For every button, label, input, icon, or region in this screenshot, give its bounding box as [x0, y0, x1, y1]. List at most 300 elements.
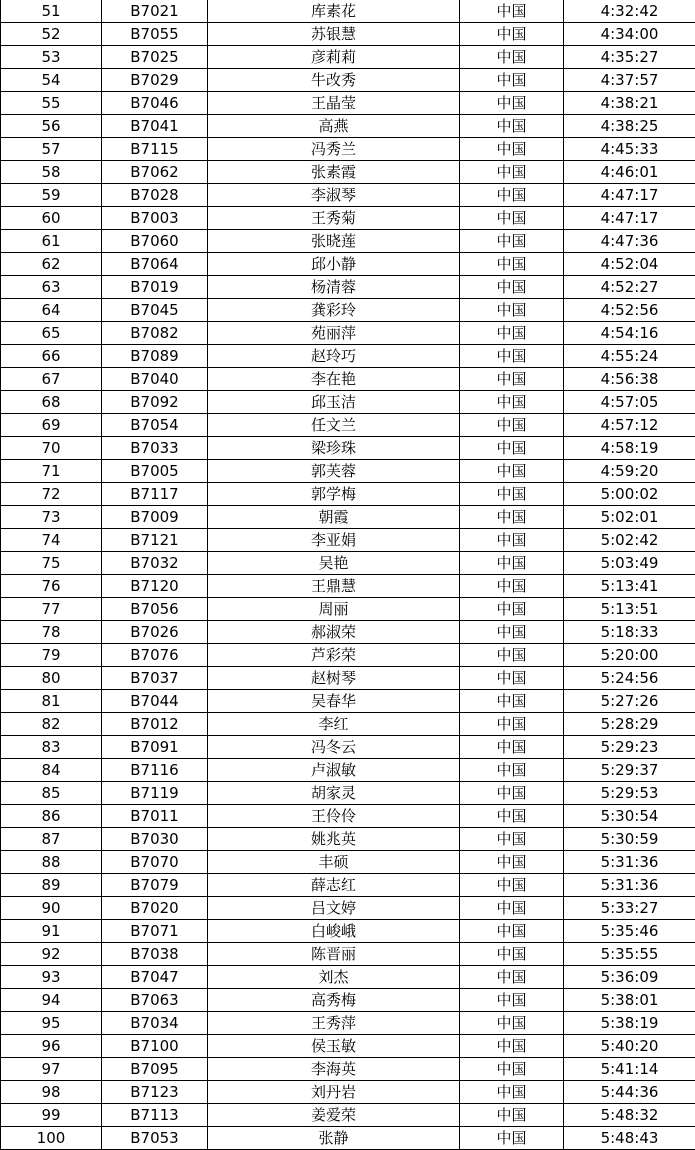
name-cell: 王秀萍	[208, 1012, 460, 1035]
time-cell: 4:54:16	[564, 322, 695, 345]
name-cell: 丰硕	[208, 851, 460, 874]
name-cell: 苑丽萍	[208, 322, 460, 345]
rank-cell: 56	[1, 115, 102, 138]
time-cell: 5:13:51	[564, 598, 695, 621]
time-cell: 5:35:55	[564, 943, 695, 966]
time-cell: 5:20:00	[564, 644, 695, 667]
name-cell: 姜爱荣	[208, 1104, 460, 1127]
country-cell: 中国	[460, 782, 564, 805]
bib-cell: B7116	[102, 759, 208, 782]
bib-cell: B7054	[102, 414, 208, 437]
table-row	[1, 1104, 695, 1127]
time-cell: 4:34:00	[564, 23, 695, 46]
bib-cell: B7120	[102, 575, 208, 598]
bib-cell: B7062	[102, 161, 208, 184]
country-cell: 中国	[460, 1058, 564, 1081]
name-cell: 任文兰	[208, 414, 460, 437]
country-cell: 中国	[460, 0, 564, 23]
table-row	[1, 851, 695, 874]
country-cell: 中国	[460, 759, 564, 782]
name-cell: 郭芙蓉	[208, 460, 460, 483]
rank-cell: 74	[1, 529, 102, 552]
time-cell: 5:30:54	[564, 805, 695, 828]
bib-cell: B7009	[102, 506, 208, 529]
time-cell: 4:52:56	[564, 299, 695, 322]
table-row	[1, 46, 695, 69]
country-cell: 中国	[460, 966, 564, 989]
name-cell: 姚兆英	[208, 828, 460, 851]
bib-cell: B7091	[102, 736, 208, 759]
time-cell: 5:24:56	[564, 667, 695, 690]
country-cell: 中国	[460, 506, 564, 529]
rank-cell: 61	[1, 230, 102, 253]
table-row	[1, 736, 695, 759]
name-cell: 邱小静	[208, 253, 460, 276]
time-cell: 4:55:24	[564, 345, 695, 368]
country-cell: 中国	[460, 1035, 564, 1058]
country-cell: 中国	[460, 161, 564, 184]
bib-cell: B7026	[102, 621, 208, 644]
table-row	[1, 483, 695, 506]
table-row	[1, 575, 695, 598]
bib-cell: B7029	[102, 69, 208, 92]
country-cell: 中国	[460, 529, 564, 552]
time-cell: 4:35:27	[564, 46, 695, 69]
table-row	[1, 253, 695, 276]
rank-cell: 67	[1, 368, 102, 391]
time-cell: 5:31:36	[564, 851, 695, 874]
time-cell: 5:38:01	[564, 989, 695, 1012]
country-cell: 中国	[460, 230, 564, 253]
time-cell: 4:47:36	[564, 230, 695, 253]
name-cell: 邱玉洁	[208, 391, 460, 414]
country-cell: 中国	[460, 460, 564, 483]
time-cell: 5:02:42	[564, 529, 695, 552]
country-cell: 中国	[460, 1104, 564, 1127]
time-cell: 5:29:37	[564, 759, 695, 782]
country-cell: 中国	[460, 391, 564, 414]
bib-cell: B7113	[102, 1104, 208, 1127]
country-cell: 中国	[460, 598, 564, 621]
rank-cell: 92	[1, 943, 102, 966]
bib-cell: B7041	[102, 115, 208, 138]
time-cell: 5:41:14	[564, 1058, 695, 1081]
name-cell: 库素花	[208, 0, 460, 23]
bib-cell: B7121	[102, 529, 208, 552]
table-row	[1, 23, 695, 46]
name-cell: 李红	[208, 713, 460, 736]
bib-cell: B7040	[102, 368, 208, 391]
table-row	[1, 299, 695, 322]
country-cell: 中国	[460, 667, 564, 690]
results-table-body	[1, 0, 695, 1150]
rank-cell: 93	[1, 966, 102, 989]
rank-cell: 77	[1, 598, 102, 621]
time-cell: 4:37:57	[564, 69, 695, 92]
bib-cell: B7070	[102, 851, 208, 874]
rank-cell: 62	[1, 253, 102, 276]
country-cell: 中国	[460, 1081, 564, 1104]
rank-cell: 96	[1, 1035, 102, 1058]
time-cell: 5:31:36	[564, 874, 695, 897]
time-cell: 5:48:43	[564, 1127, 695, 1150]
name-cell: 陈晋丽	[208, 943, 460, 966]
country-cell: 中国	[460, 299, 564, 322]
time-cell: 5:38:19	[564, 1012, 695, 1035]
rank-cell: 99	[1, 1104, 102, 1127]
bib-cell: B7095	[102, 1058, 208, 1081]
time-cell: 5:36:09	[564, 966, 695, 989]
country-cell: 中国	[460, 1127, 564, 1150]
country-cell: 中国	[460, 920, 564, 943]
rank-cell: 70	[1, 437, 102, 460]
table-row	[1, 598, 695, 621]
time-cell: 5:18:33	[564, 621, 695, 644]
rank-cell: 84	[1, 759, 102, 782]
bib-cell: B7034	[102, 1012, 208, 1035]
bib-cell: B7079	[102, 874, 208, 897]
name-cell: 高秀梅	[208, 989, 460, 1012]
rank-cell: 83	[1, 736, 102, 759]
time-cell: 4:57:12	[564, 414, 695, 437]
bib-cell: B7092	[102, 391, 208, 414]
rank-cell: 98	[1, 1081, 102, 1104]
rank-cell: 52	[1, 23, 102, 46]
time-cell: 5:03:49	[564, 552, 695, 575]
rank-cell: 79	[1, 644, 102, 667]
rank-cell: 66	[1, 345, 102, 368]
table-row	[1, 690, 695, 713]
country-cell: 中国	[460, 322, 564, 345]
table-row	[1, 1012, 695, 1035]
rank-cell: 54	[1, 69, 102, 92]
name-cell: 李在艳	[208, 368, 460, 391]
table-row	[1, 897, 695, 920]
time-cell: 5:40:20	[564, 1035, 695, 1058]
bib-cell: B7063	[102, 989, 208, 1012]
table-row	[1, 161, 695, 184]
bib-cell: B7044	[102, 690, 208, 713]
time-cell: 5:44:36	[564, 1081, 695, 1104]
table-row	[1, 621, 695, 644]
name-cell: 张晓莲	[208, 230, 460, 253]
country-cell: 中国	[460, 92, 564, 115]
name-cell: 李淑琴	[208, 184, 460, 207]
bib-cell: B7053	[102, 1127, 208, 1150]
country-cell: 中国	[460, 690, 564, 713]
name-cell: 郭学梅	[208, 483, 460, 506]
time-cell: 5:30:59	[564, 828, 695, 851]
name-cell: 周丽	[208, 598, 460, 621]
table-row	[1, 805, 695, 828]
name-cell: 吴艳	[208, 552, 460, 575]
name-cell: 白峻峨	[208, 920, 460, 943]
rank-cell: 87	[1, 828, 102, 851]
table-row	[1, 874, 695, 897]
table-row	[1, 69, 695, 92]
name-cell: 侯玉敏	[208, 1035, 460, 1058]
name-cell: 吴春华	[208, 690, 460, 713]
name-cell: 王伶伶	[208, 805, 460, 828]
bib-cell: B7117	[102, 483, 208, 506]
table-row	[1, 506, 695, 529]
country-cell: 中国	[460, 46, 564, 69]
name-cell: 吕文婷	[208, 897, 460, 920]
rank-cell: 100	[1, 1127, 102, 1150]
table-row	[1, 414, 695, 437]
rank-cell: 81	[1, 690, 102, 713]
table-row	[1, 460, 695, 483]
name-cell: 高燕	[208, 115, 460, 138]
name-cell: 卢淑敏	[208, 759, 460, 782]
table-row	[1, 828, 695, 851]
bib-cell: B7020	[102, 897, 208, 920]
country-cell: 中国	[460, 115, 564, 138]
country-cell: 中国	[460, 23, 564, 46]
name-cell: 王晶莹	[208, 92, 460, 115]
country-cell: 中国	[460, 943, 564, 966]
table-row	[1, 1058, 695, 1081]
time-cell: 4:58:19	[564, 437, 695, 460]
bib-cell: B7119	[102, 782, 208, 805]
bib-cell: B7021	[102, 0, 208, 23]
table-row	[1, 1081, 695, 1104]
time-cell: 4:38:25	[564, 115, 695, 138]
table-row	[1, 1035, 695, 1058]
table-row	[1, 92, 695, 115]
bib-cell: B7056	[102, 598, 208, 621]
bib-cell: B7033	[102, 437, 208, 460]
table-row	[1, 230, 695, 253]
country-cell: 中国	[460, 736, 564, 759]
rank-cell: 55	[1, 92, 102, 115]
rank-cell: 64	[1, 299, 102, 322]
bib-cell: B7060	[102, 230, 208, 253]
table-row	[1, 0, 695, 23]
name-cell: 赵玲巧	[208, 345, 460, 368]
rank-cell: 65	[1, 322, 102, 345]
rank-cell: 71	[1, 460, 102, 483]
country-cell: 中国	[460, 805, 564, 828]
rank-cell: 89	[1, 874, 102, 897]
country-cell: 中国	[460, 483, 564, 506]
country-cell: 中国	[460, 989, 564, 1012]
bib-cell: B7089	[102, 345, 208, 368]
bib-cell: B7123	[102, 1081, 208, 1104]
table-row	[1, 759, 695, 782]
time-cell: 5:00:02	[564, 483, 695, 506]
time-cell: 5:28:29	[564, 713, 695, 736]
bib-cell: B7038	[102, 943, 208, 966]
table-row	[1, 115, 695, 138]
country-cell: 中国	[460, 575, 564, 598]
time-cell: 5:48:32	[564, 1104, 695, 1127]
time-cell: 4:32:42	[564, 0, 695, 23]
bib-cell: B7047	[102, 966, 208, 989]
table-row	[1, 920, 695, 943]
table-row	[1, 391, 695, 414]
name-cell: 刘丹岩	[208, 1081, 460, 1104]
country-cell: 中国	[460, 138, 564, 161]
table-row	[1, 943, 695, 966]
time-cell: 4:56:38	[564, 368, 695, 391]
name-cell: 张素霞	[208, 161, 460, 184]
rank-cell: 69	[1, 414, 102, 437]
name-cell: 张静	[208, 1127, 460, 1150]
table-row	[1, 138, 695, 161]
rank-cell: 86	[1, 805, 102, 828]
rank-cell: 57	[1, 138, 102, 161]
bib-cell: B7032	[102, 552, 208, 575]
time-cell: 4:47:17	[564, 207, 695, 230]
rank-cell: 63	[1, 276, 102, 299]
rank-cell: 51	[1, 0, 102, 23]
table-row	[1, 644, 695, 667]
time-cell: 4:52:27	[564, 276, 695, 299]
rank-cell: 90	[1, 897, 102, 920]
rank-cell: 78	[1, 621, 102, 644]
country-cell: 中国	[460, 368, 564, 391]
rank-cell: 72	[1, 483, 102, 506]
table-row	[1, 345, 695, 368]
table-row	[1, 667, 695, 690]
bib-cell: B7046	[102, 92, 208, 115]
rank-cell: 82	[1, 713, 102, 736]
bib-cell: B7028	[102, 184, 208, 207]
country-cell: 中国	[460, 184, 564, 207]
rank-cell: 68	[1, 391, 102, 414]
rank-cell: 76	[1, 575, 102, 598]
rank-cell: 80	[1, 667, 102, 690]
rank-cell: 94	[1, 989, 102, 1012]
rank-cell: 60	[1, 207, 102, 230]
rank-cell: 88	[1, 851, 102, 874]
name-cell: 朝霞	[208, 506, 460, 529]
name-cell: 李海英	[208, 1058, 460, 1081]
table-row	[1, 966, 695, 989]
rank-cell: 53	[1, 46, 102, 69]
name-cell: 杨清蓉	[208, 276, 460, 299]
name-cell: 彦莉莉	[208, 46, 460, 69]
name-cell: 薛志红	[208, 874, 460, 897]
bib-cell: B7076	[102, 644, 208, 667]
bib-cell: B7037	[102, 667, 208, 690]
rank-cell: 97	[1, 1058, 102, 1081]
country-cell: 中国	[460, 552, 564, 575]
table-row	[1, 529, 695, 552]
rank-cell: 85	[1, 782, 102, 805]
country-cell: 中国	[460, 897, 564, 920]
table-row	[1, 989, 695, 1012]
bib-cell: B7100	[102, 1035, 208, 1058]
country-cell: 中国	[460, 713, 564, 736]
country-cell: 中国	[460, 851, 564, 874]
bib-cell: B7011	[102, 805, 208, 828]
country-cell: 中国	[460, 253, 564, 276]
name-cell: 龚彩玲	[208, 299, 460, 322]
time-cell: 4:47:17	[564, 184, 695, 207]
rank-cell: 59	[1, 184, 102, 207]
name-cell: 王秀菊	[208, 207, 460, 230]
time-cell: 4:59:20	[564, 460, 695, 483]
country-cell: 中国	[460, 345, 564, 368]
bib-cell: B7045	[102, 299, 208, 322]
bib-cell: B7064	[102, 253, 208, 276]
time-cell: 4:57:05	[564, 391, 695, 414]
name-cell: 刘杰	[208, 966, 460, 989]
bib-cell: B7019	[102, 276, 208, 299]
table-row	[1, 184, 695, 207]
name-cell: 赵树琴	[208, 667, 460, 690]
time-cell: 5:29:23	[564, 736, 695, 759]
table-row	[1, 1127, 695, 1150]
name-cell: 冯冬云	[208, 736, 460, 759]
bib-cell: B7055	[102, 23, 208, 46]
bib-cell: B7082	[102, 322, 208, 345]
table-row	[1, 207, 695, 230]
time-cell: 4:38:21	[564, 92, 695, 115]
country-cell: 中国	[460, 1012, 564, 1035]
rank-cell: 58	[1, 161, 102, 184]
name-cell: 李亚娟	[208, 529, 460, 552]
rank-cell: 75	[1, 552, 102, 575]
time-cell: 5:13:41	[564, 575, 695, 598]
time-cell: 4:46:01	[564, 161, 695, 184]
time-cell: 5:35:46	[564, 920, 695, 943]
bib-cell: B7005	[102, 460, 208, 483]
time-cell: 5:29:53	[564, 782, 695, 805]
country-cell: 中国	[460, 621, 564, 644]
table-row	[1, 782, 695, 805]
time-cell: 5:27:26	[564, 690, 695, 713]
rank-cell: 73	[1, 506, 102, 529]
table-row	[1, 437, 695, 460]
country-cell: 中国	[460, 276, 564, 299]
time-cell: 4:45:33	[564, 138, 695, 161]
country-cell: 中国	[460, 828, 564, 851]
country-cell: 中国	[460, 644, 564, 667]
name-cell: 芦彩荣	[208, 644, 460, 667]
time-cell: 5:33:27	[564, 897, 695, 920]
bib-cell: B7071	[102, 920, 208, 943]
name-cell: 梁珍珠	[208, 437, 460, 460]
time-cell: 4:52:04	[564, 253, 695, 276]
name-cell: 牛改秀	[208, 69, 460, 92]
name-cell: 王鼎慧	[208, 575, 460, 598]
rank-cell: 95	[1, 1012, 102, 1035]
country-cell: 中国	[460, 437, 564, 460]
time-cell: 5:02:01	[564, 506, 695, 529]
country-cell: 中国	[460, 207, 564, 230]
table-row	[1, 713, 695, 736]
name-cell: 苏银慧	[208, 23, 460, 46]
bib-cell: B7025	[102, 46, 208, 69]
table-row	[1, 368, 695, 391]
bib-cell: B7012	[102, 713, 208, 736]
bib-cell: B7030	[102, 828, 208, 851]
country-cell: 中国	[460, 874, 564, 897]
bib-cell: B7115	[102, 138, 208, 161]
bib-cell: B7003	[102, 207, 208, 230]
country-cell: 中国	[460, 69, 564, 92]
table-row	[1, 276, 695, 299]
country-cell: 中国	[460, 414, 564, 437]
rank-cell: 91	[1, 920, 102, 943]
name-cell: 胡家灵	[208, 782, 460, 805]
table-row	[1, 552, 695, 575]
name-cell: 郝淑荣	[208, 621, 460, 644]
name-cell: 冯秀兰	[208, 138, 460, 161]
